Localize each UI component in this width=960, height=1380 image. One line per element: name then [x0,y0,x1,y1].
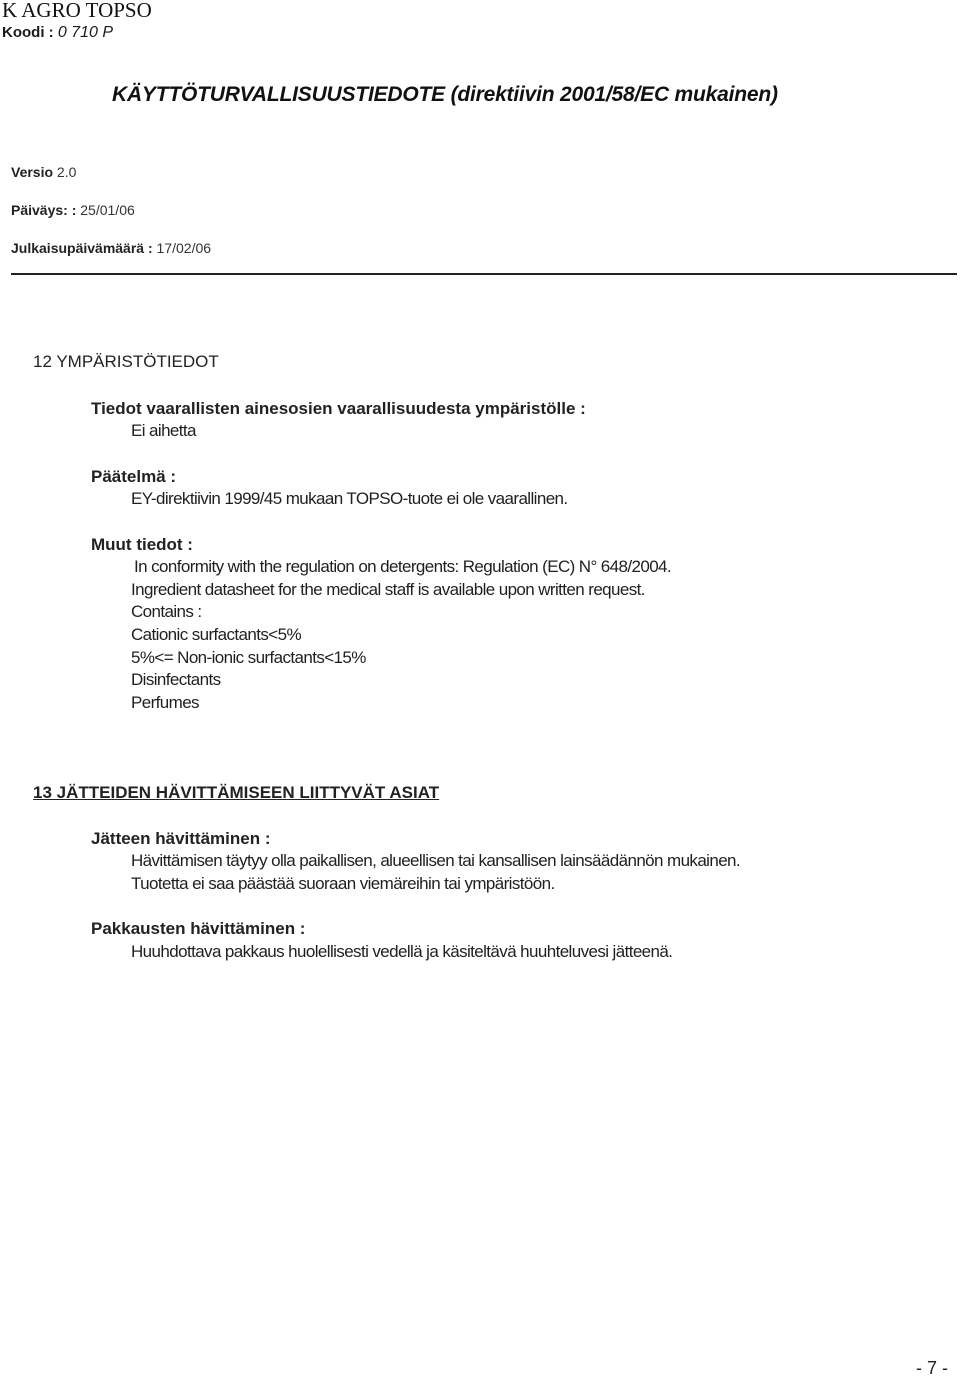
date-line [11,202,135,218]
other-info-heading: Muut tiedot : [91,535,193,554]
other-info-line: Disinfectants [131,670,221,689]
version-line [11,164,76,180]
other-info-line: Ingredient datasheet for the medical staff is available upon written request. [131,580,645,599]
packaging-disposal-text: Huuhdottava pakkaus huolellisesti vedellä ja käsiteltävä huuhteluvesi jätteenä. [131,942,673,961]
company-name: K AGRO TOPSO [2,0,152,22]
product-code-label: Koodi : [2,24,54,41]
date-label: Päiväys: : [11,202,77,218]
hazard-text: Ei aihetta [131,421,196,440]
version-value: 2.0 [56,164,77,180]
waste-disposal-line: Tuotetta ei saa päästää suoraan viemäreihin tai ympäristöön. [131,874,555,893]
other-info-line: In conformity with the regulation on detergents: Regulation (EC) N° 648/2004. [134,557,672,576]
section-12-heading: 12 YMPÄRISTÖTIEDOT [33,352,219,371]
page-number: - 7 - [915,1358,948,1378]
release-date-line [11,240,211,256]
hazard-heading: Tiedot vaarallisten ainesosien vaarallisuudesta ympäristölle : [91,399,586,418]
packaging-disposal-heading: Pakkausten hävittäminen : [91,919,306,938]
release-date-label: Julkaisupäivämäärä : [11,240,153,256]
other-info-line: 5%<= Non-ionic surfactants<15% [131,648,366,667]
date-value: 25/01/06 [80,202,135,218]
product-code-value: 0 710 P [57,24,113,41]
release-date-value: 17/02/06 [156,240,212,256]
conclusion-text: EY-direktiivin 1999/45 mukaan TOPSO-tuote ei ole vaarallinen. [131,489,568,508]
header-divider [11,273,957,275]
conclusion-heading: Päätelmä : [91,467,177,486]
product-code [2,24,113,42]
version-label: Versio [11,164,54,180]
waste-disposal-heading: Jätteen hävittäminen : [91,829,271,848]
waste-disposal-line: Hävittämisen täytyy olla paikallisen, alueellisen tai kansallisen lainsäädännön mukainen. [131,851,741,870]
document-title: KÄYTTÖTURVALLISUUSTIEDOTE (direktiivin 2001/58/EC mukainen) [112,83,778,106]
other-info-line: Perfumes [131,693,199,712]
other-info-line: Cationic surfactants<5% [131,625,301,644]
section-13-heading: 13 JÄTTEIDEN HÄVITTÄMISEEN LIITTYVÄT ASIAT [33,783,440,802]
other-info-line: Contains : [131,602,202,621]
